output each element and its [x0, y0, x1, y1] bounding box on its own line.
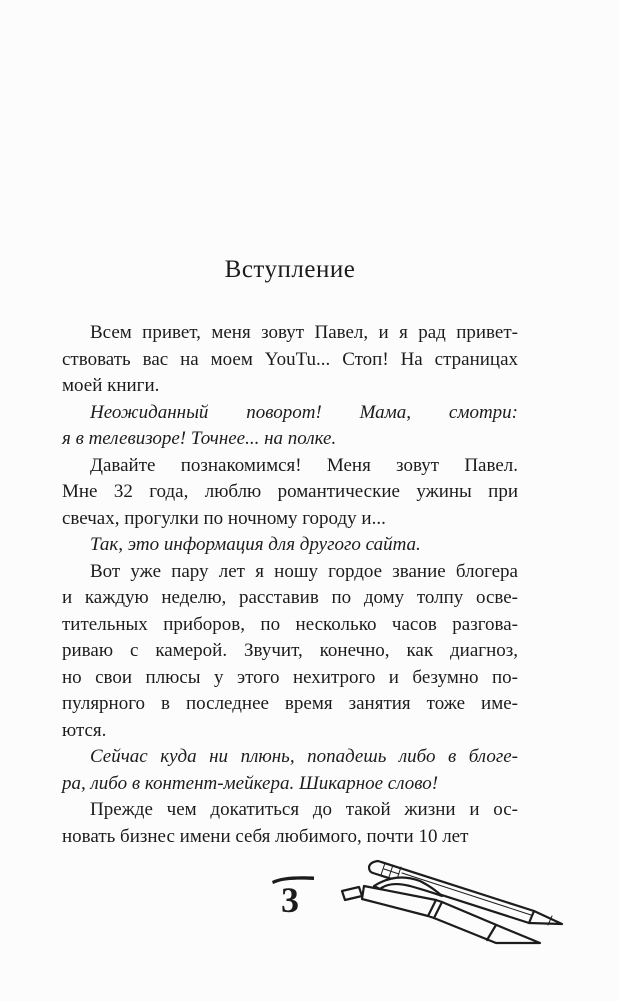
- paragraph: [62, 797, 518, 850]
- text-line: ются.: [62, 719, 107, 741]
- text-line: ствовать вас на моем YouTu... Стоп! На страницах: [62, 348, 518, 370]
- paragraph: [62, 532, 518, 559]
- paragraph: [62, 400, 518, 453]
- text-line: но свои плюсы у этого нехитрого и безумно по-: [62, 666, 518, 688]
- text-line: Прежде чем докатиться до такой жизни и ос-: [90, 799, 518, 820]
- text-line: Вот уже пару лет я ношу гордое звание блогера: [90, 560, 518, 582]
- text-line: риваю с камерой. Звучит, конечно, как диагноз,: [62, 640, 518, 661]
- body-text: [62, 320, 518, 850]
- text-line: Так, это информация для другого сайта.: [90, 534, 421, 555]
- text-line: Давайте познакомимся! Меня зовут Павел.: [90, 454, 518, 476]
- text-line: новать бизнес имени себя любимого, почти 10 лет: [62, 825, 469, 847]
- paragraph: [62, 453, 518, 533]
- paragraph: [62, 744, 518, 797]
- text-line: моей книги.: [62, 375, 160, 396]
- text-line: тительных приборов, по несколько часов разгова-: [62, 613, 518, 635]
- text-line: пулярного в последнее время занятия тоже име-: [62, 693, 518, 714]
- paragraph: [62, 320, 518, 400]
- text-line: Неожиданный поворот! Мама, смотри:: [90, 401, 518, 423]
- chapter-title: Вступление: [224, 256, 356, 283]
- text-line: Мне 32 года, люблю романтические ужины при: [62, 481, 518, 502]
- pen-and-pencil-illustration: [336, 853, 619, 973]
- page-number: 3: [281, 880, 299, 920]
- text-line: ра, либо в контент-мейкера. Шикарное слово!: [62, 772, 439, 794]
- text-line: свечах, прогулки по ночному городу и...: [62, 507, 386, 529]
- paragraph: [62, 559, 518, 745]
- text-line: я в телевизоре! Точнее... на полке.: [62, 428, 337, 449]
- text-line: и каждую неделю, расставив по дому толпу осве-: [62, 587, 518, 608]
- text-line: Сейчас куда ни плюнь, попадешь либо в блоге-: [90, 746, 518, 767]
- text-line: Всем привет, меня зовут Павел, и я рад привет-: [90, 322, 518, 343]
